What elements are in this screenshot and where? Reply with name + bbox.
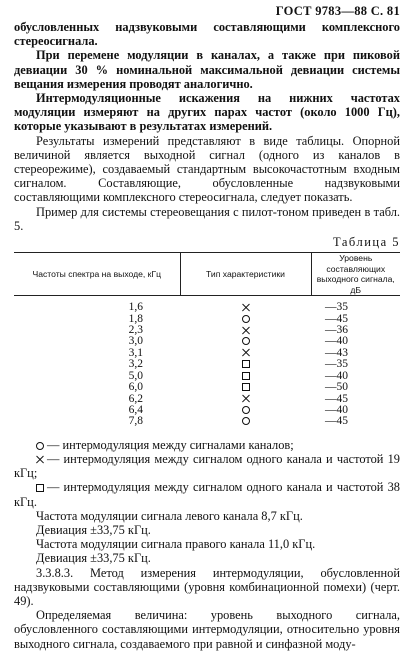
cell-frequency: 6,2 [128,392,143,405]
cell-level: —50 [325,381,348,394]
document-page [14,4,400,651]
paragraph-continued: обусловленных надзвуковыми составляющими комплексного стереосигнала. [14,20,400,49]
table-header-row [14,253,400,296]
col-header-frequency: Частоты спектра на выходе, кГц [14,253,180,296]
table-body [14,296,400,432]
paragraph-example: Пример для системы стереовещания с пилот-тоном приведен в табл. 5. [14,204,400,233]
table-caption: Таблица 5 [333,235,400,250]
circle-icon [36,442,44,450]
legend-item-square: — интермодуляция между сигналом одного канала и частотой 38 кГц. [14,480,400,509]
cell-level: —43 [325,346,348,359]
legend [14,438,400,509]
cell-level: —40 [325,403,348,416]
cell-frequency: 2,3 [128,324,143,337]
deviation-left: Девиация ±33,75 кГц. [36,522,151,537]
definition-paragraph: Определяемая величина: уровень выходного сигнала, обусловленного составляющими интермодуляции, относительно уровня выходного сигнала, создаваемого при равной и синфазной моду- [14,608,400,651]
square-icon [242,383,250,391]
cell-frequency: 3,1 [128,346,143,359]
cell-frequency: 6,0 [128,381,143,394]
circle-icon [242,337,250,345]
page-header: ГОСТ 9783—88 С. 81 [275,4,400,18]
deviation-right: Девиация ±33,75 кГц. [36,551,151,566]
legend-item-circle: — интермодуляция между сигналами каналов; [14,438,400,452]
cross-icon [242,395,250,403]
cell-frequency: 1,8 [128,312,143,325]
cell-type [180,382,311,393]
cell-level: —36 [325,324,348,337]
table-row [14,296,400,314]
col-header-level: Уровень составляющих выходного сигнала, дБ [311,253,400,296]
cell-type [180,336,311,347]
cell-frequency: 7,8 [128,415,143,428]
cell-type [180,314,311,325]
freq-right-channel: Частота модуляции сигнала правого канала 11,0 кГц. [36,537,316,552]
results-table [14,252,400,431]
cell-type [180,359,311,370]
cell-type [180,416,311,431]
cell-level: —45 [325,312,348,325]
cell-type [180,394,311,405]
cross-icon [242,303,250,311]
circle-icon [242,417,250,425]
cross-icon [242,326,250,334]
cell-frequency: 3,2 [128,358,143,371]
cell-level: —40 [325,369,348,382]
square-icon [36,484,44,492]
paragraph-modulation-change: При перемене модуляции в каналах, а также при пиковой девиации 30 % номинальной максимальной девиации системы вещания измерения проводят аналогично. [14,48,400,91]
circle-icon [242,315,250,323]
cell-type [180,348,311,359]
cell-level: —35 [325,358,348,371]
paragraph-results: Результаты измерений представляют в виде таблицы. Опорной величиной является выходной сигнал (одного из каналов в стереорежиме), создаваемый стандартным высокочастотным входным сигналом. Составляющие, обусловленные надзвуковыми составляющими комплексного стереосигнала, следует показать. [14,133,400,205]
table-row [14,382,400,393]
cell-level: —40 [325,335,348,348]
table-row [14,359,400,370]
cross-icon [242,349,250,357]
square-icon [242,360,250,368]
cell-type [180,405,311,416]
circle-icon [242,406,250,414]
col-header-type: Тип характеристики [180,253,311,296]
square-icon [242,372,250,380]
cell-type [180,371,311,382]
section-3-3-8-3: 3.3.8.3. Метод измерения интермодуляции, обусловленной надзвуковыми составляющими (уровня комбинационной помехи) (черт. 49). [14,565,400,608]
cross-icon [36,456,44,464]
legend-item-cross: — интермодуляция между сигналом одного канала и частотой 19 кГц; [14,451,400,481]
cell-level: —45 [325,415,348,428]
cell-frequency: 3,0 [128,335,143,348]
table-row [14,416,400,431]
cell-frequency: 1,6 [128,301,143,314]
freq-left-channel: Частота модуляции сигнала левого канала 8,7 кГц. [36,508,303,523]
cell-type [180,325,311,336]
cell-frequency: 6,4 [128,403,143,416]
cell-type [180,296,311,314]
paragraph-low-frequency: Интермодуляционные искажения на нижних частотах модуляции измеряют на других парах частот (около 1000 Гц), которые указывают в результатах измерений. [14,91,400,134]
cell-level: —45 [325,392,348,405]
cell-frequency: 5,0 [128,369,143,382]
cell-level: —35 [325,301,348,314]
